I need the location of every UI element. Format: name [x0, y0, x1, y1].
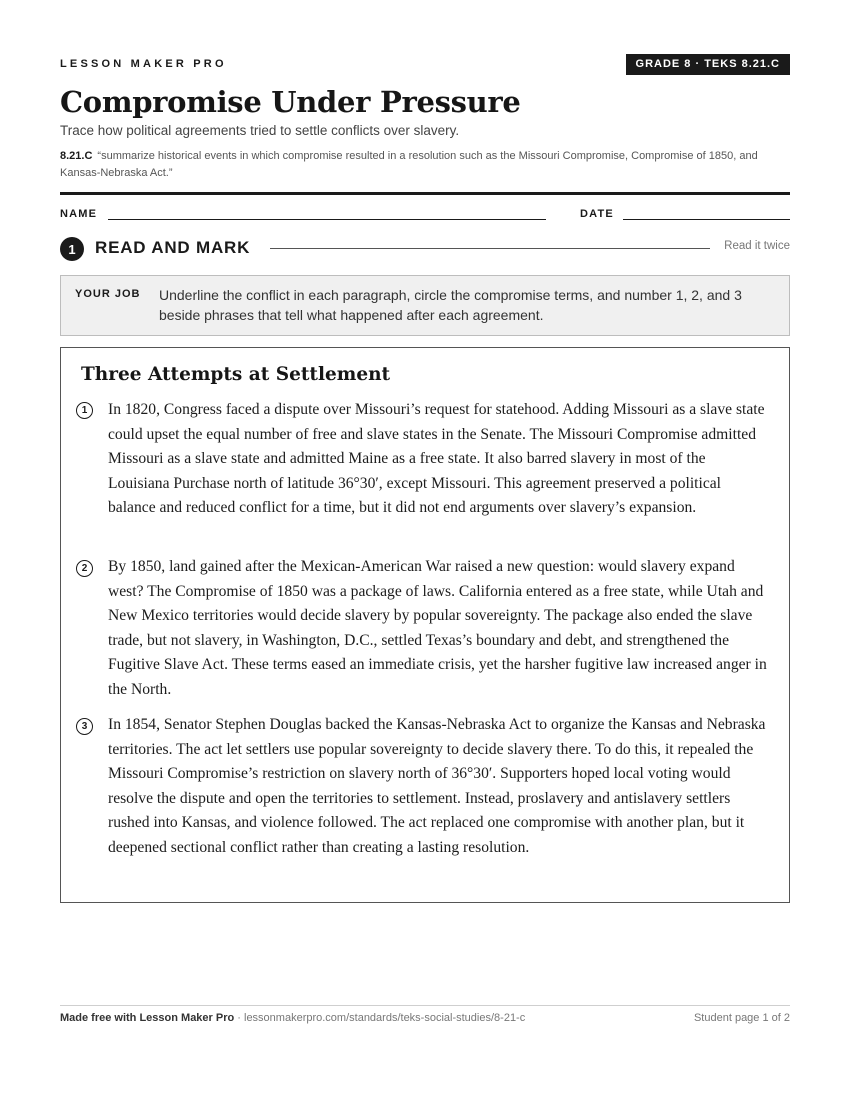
standard-statement — [60, 148, 790, 182]
footer-made-with: Made free with Lesson Maker Pro — [60, 1012, 235, 1024]
job-label: YOUR JOB — [75, 288, 141, 300]
section-number: 1 — [60, 237, 84, 261]
grade-badge: GRADE 8 · TEKS 8.21.C — [626, 54, 790, 75]
date-field[interactable] — [623, 219, 790, 220]
section-note: Read it twice — [724, 240, 790, 252]
footer-url[interactable]: · lessonmakerpro.com/standards/teks-social-studies/8-21-c — [234, 1012, 526, 1024]
job-text: Underline the conflict in each paragraph, circle the compromise terms, and number 1, 2, and 3 beside phrases that tell what happened after each agreement. — [159, 287, 742, 323]
paragraph-2: By 1850, land gained after the Mexican-American War raised a new question: would slavery expand west? The Compromise of 1850 was a package of laws. California entered as a free state, while Utah and New Mexico territories would decide slavery by popular sovereignty. The package also ended the slave trade, but not slavery, in Washington, D.C., settled Texas’s boundary and debt, and strengthened the Fugitive Slave Act. These terms eased an immediate crisis, yet the harsher fugitive law increased anger in the North. — [108, 558, 767, 698]
standard-code: 8.21.C — [60, 150, 93, 162]
page-title: Compromise Under Pressure — [60, 85, 521, 119]
name-label: NAME — [60, 208, 98, 220]
paragraph-number-3: 3 — [76, 718, 93, 735]
brand-name: LESSON MAKER PRO — [60, 58, 227, 70]
passage-title: Three Attempts at Settlement — [81, 364, 391, 385]
paragraph-number-2: 2 — [76, 560, 93, 577]
footer-credit — [60, 1012, 525, 1024]
page-subtitle: Trace how political agreements tried to settle conflicts over slavery. — [60, 123, 460, 138]
job-instructions-box — [60, 275, 790, 336]
paragraph-3: In 1854, Senator Stephen Douglas backed the Kansas-Nebraska Act to organize the Kansas and Nebraska territories. The act let settlers use popular sovereignty to decide slavery there. To do this, it repealed the Missouri Compromise’s restriction on slavery north of 36°30′. Supporters hoped local voting would resolve the dispute and open the territories to settlement. Instead, proslavery and antislavery settlers rushed into Kansas, and violence followed. The act replaced one compromise with another plan, but it deepened sectional conflict rather than creating a lasting resolution. — [108, 716, 766, 856]
paragraph-number-1: 1 — [76, 402, 93, 419]
standard-text: “summarize historical events in which compromise resulted in a resolution such as the Missouri Compromise, Compromise of 1850, and Kansas-Nebraska Act.” — [60, 150, 758, 179]
footer-page-number: Student page 1 of 2 — [693, 1012, 790, 1024]
name-field[interactable] — [108, 219, 546, 220]
section-divider — [270, 248, 710, 249]
date-label: DATE — [580, 208, 614, 220]
header-divider — [60, 192, 790, 195]
paragraph-1: In 1820, Congress faced a dispute over Missouri’s request for statehood. Adding Missouri as a slave state could upset the equal number of free and slave states in the Senate. The Missouri Compromise admitted Missouri as a slave state and admitted Maine as a free state. It also barred slavery in most of the Louisiana Purchase north of latitude 36°30′, except Missouri. This agreement preserved a political balance and reduced conflict for a time, but it did not end arguments over slavery’s expansion. — [108, 401, 765, 517]
footer-divider — [60, 1005, 790, 1006]
reading-passage — [60, 347, 790, 903]
section-title: READ AND MARK — [95, 238, 251, 257]
worksheet-page — [60, 0, 790, 1100]
